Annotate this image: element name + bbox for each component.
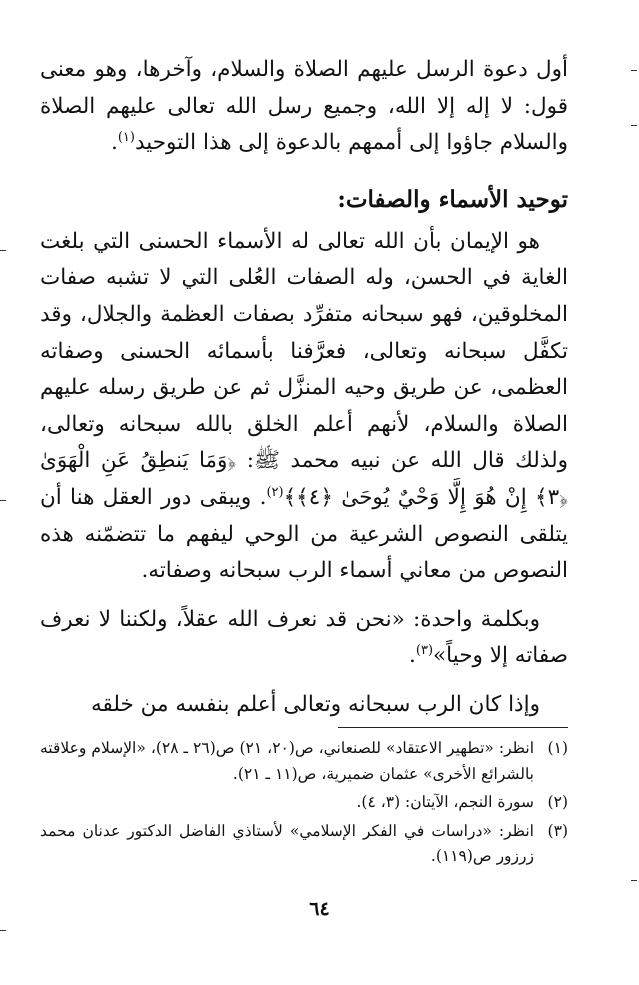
- footnote-number: (١): [547, 739, 568, 757]
- paragraph-definition-text: هو الإيمان بأن الله تعالى له الأسماء الحسنى التي بلغت الغاية في الحسن، وله الصفات العُلى التي لا تشبه صفات المخلوقين، فهو سبحانه متفرِّد بصفات العظمة والجلال، وقد تكفَّل سبحانه وتعالى، فعرَّفنا بأسمائه الحسنى وصفاته العظمى، عن طريق وحيه المنزَّل ثم عن طريق رسله عليهم الصلاة والسلام، لأنهم أعلم الخلق بالله سبحانه وتعالى، ولذلك قال الله عن نبيه محمد ﷺ: ﴿وَمَا يَنطِقُ عَنِ الْهَوَىٰ ﴿٣﴾ إِنْ هُوَ إِلَّا وَحْيٌ يُوحَىٰ ﴿٤﴾﴾: [40, 228, 568, 510]
- margin-mark: [0, 930, 6, 931]
- footnote-item: [40, 790, 568, 816]
- footnote-item: [40, 819, 568, 870]
- page-number: ٦٤: [309, 898, 330, 920]
- paragraph-intro-text: أول دعوة الرسل عليهم الصلاة والسلام، وآخرها، وهو معنى قول: لا إله إلا الله، وجميع رسل الله تعالى عليهم الصلاة والسلام جاؤوا إلى أممهم بالدعوة إلى هذا التوحيد: [40, 57, 568, 156]
- footnote-number: (٣): [547, 821, 568, 840]
- footnote-number: (٢): [547, 793, 568, 811]
- footnote-ref-2[interactable]: (٢): [266, 484, 284, 500]
- margin-mark: [631, 880, 637, 881]
- footnote-divider: [338, 727, 568, 728]
- paragraph-summary-text: وبكلمة واحدة: «نحن قد نعرف الله عقلاً، ولكننا لا نعرف صفاته إلا وحياً»: [40, 606, 568, 669]
- margin-mark: [631, 125, 637, 126]
- footnote-ref-1[interactable]: (١): [117, 130, 135, 146]
- section-heading: توحيد الأسماء والصفات:: [337, 185, 568, 213]
- paragraph-definition-cont: . ويبقى دور العقل هنا أن يتلقى النصوص الشرعية من الوحي ليفهم ما تتضمّنه هذه النصوص من معاني أسماء الرب سبحانه وصفاته.: [40, 484, 568, 584]
- footnote-text: انظر: «تطهير الاعتقاد» للصنعاني، ص(٢٠، ٢١) ص(٢٦ ـ ٢٨)، «الإسلام وعلاقته بالشرائع الأخرى» عثمان ضميرية، ص(١١ ـ ٢١).: [40, 739, 535, 783]
- footnote-text: سورة النجم، الآيتان: (٣، ٤).: [356, 793, 534, 811]
- paragraph-intro: [40, 52, 568, 162]
- margin-mark: [631, 70, 637, 71]
- paragraph-summary: [40, 602, 568, 675]
- paragraph-intro-end: .: [110, 130, 118, 156]
- footnote-text: انظر: «دراسات في الفكر الإسلامي» لأستاذي الفاضل الدكتور عدنان محمد زرزور ص(١١٩).: [40, 821, 534, 865]
- paragraph-continuation: وإذا كان الرب سبحانه وتعالى أعلم بنفسه من خلقه: [91, 691, 540, 717]
- footnote-ref-3[interactable]: (٣): [415, 643, 434, 659]
- paragraph-definition: [40, 224, 568, 590]
- paragraph-summary-end: .: [409, 643, 416, 669]
- margin-mark: [0, 250, 6, 251]
- footnotes: [40, 736, 568, 873]
- margin-mark: [0, 500, 6, 501]
- footnote-item: [40, 736, 568, 787]
- page-body: [40, 52, 568, 724]
